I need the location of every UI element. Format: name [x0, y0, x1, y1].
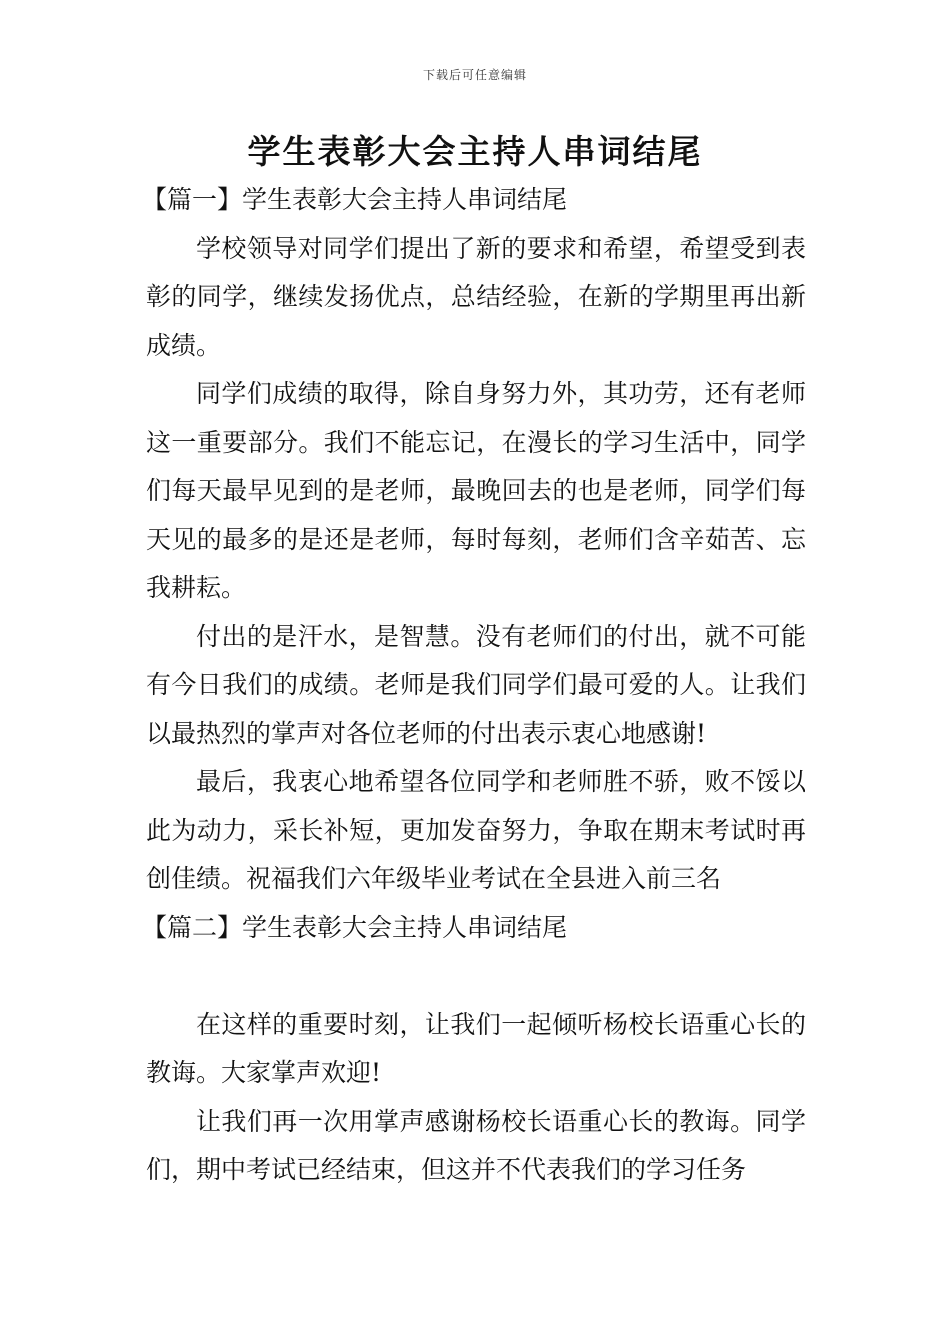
section-heading-1: 【篇一】学生表彰大会主持人串词结尾 — [142, 185, 568, 214]
paragraph: 在这样的重要时刻，让我们一起倾听杨校长语重心长的教诲。大家掌声欢迎! — [146, 1009, 806, 1087]
document-title: 学生表彰大会主持人串词结尾 — [247, 132, 703, 171]
header-note: 下载后可任意编辑 — [422, 68, 527, 82]
paragraph: 同学们成绩的取得，除自身努力外，其功劳，还有老师这一重要部分。我们不能忘记，在漫长的学习生活中，同学们每天最早见到的是老师，最晚回去的也是老师，同学们每天见的最多的是还是老师，每时每刻，老师们含辛茹苦、忘我耕耘。 — [146, 379, 806, 602]
blank-line — [146, 952, 806, 1001]
paragraph: 最后，我衷心地希望各位同学和老师胜不骄，败不馁以此为动力，采长补短，更加发奋努力，争取在期末考试时再创佳绩。祝福我们六年级毕业考试在全县进入前三名 — [146, 767, 806, 893]
section-heading-2: 【篇二】学生表彰大会主持人串词结尾 — [142, 912, 568, 942]
paragraph: 付出的是汗水，是智慧。没有老师们的付出，就不可能有今日我们的成绩。老师是我们同学们最可爱的人。让我们以最热烈的掌声对各位老师的付出表示衷心地感谢! — [146, 621, 806, 748]
paragraph: 学校领导对同学们提出了新的要求和希望，希望受到表彰的同学，继续发扬优点，总结经验，在新的学期里再出新成绩。 — [146, 233, 806, 360]
document-body — [142, 176, 806, 1195]
paragraph: 让我们再一次用掌声感谢杨校长语重心长的教诲。同学们，期中考试已经结束，但这并不代表我们的学习任务 — [146, 1106, 806, 1184]
